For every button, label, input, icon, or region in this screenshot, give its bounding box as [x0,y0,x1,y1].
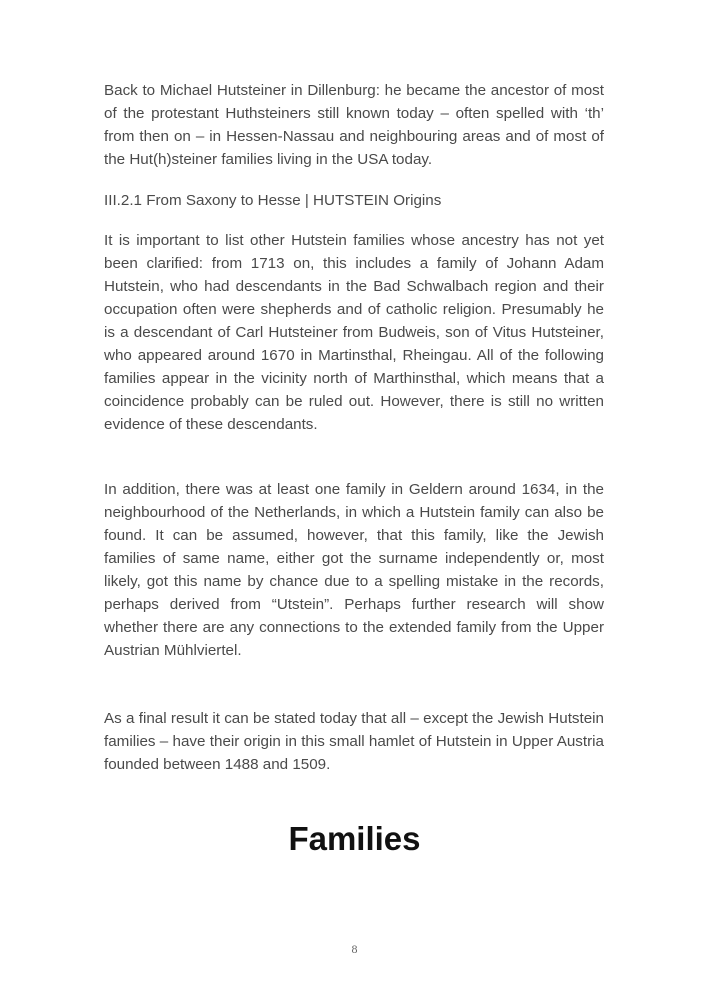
section-reference: III.2.1 From Saxony to Hesse | HUTSTEIN Origins [104,192,442,209]
page-number: 8 [351,942,358,956]
paragraph-final-result: As a final result it can be stated today that all – except the Jewish Hutstein families – have their origin in this small hamlet of Hutstein in Upper Austria founded between 1488 and 1509. [104,710,604,773]
paragraph-geldern: In addition, there was at least one family in Geldern around 1634, in the neighbourhood of the Netherlands, in which a Hutstein family can also be found. It can be assumed, however, that this family, like the Jewish families of same name, either got the surname independently or, most likely, got this name by chance due to a spelling mistake in the records, perhaps derived from “Utstein”. Perhaps further research will show whether there are any connections to the extended family from the Upper Austrian Mühlviertel. [104,481,604,659]
families-heading: Families [288,820,421,857]
paragraph-michael-hutsteiner: Back to Michael Hutsteiner in Dillenburg: he became the ancestor of most of the protestant Huthsteiners still known today – often spelled with ‘th’ from then on – in Hessen-Nassau and neighbouring areas and of most of the Hut(h)steiner families living in the USA today. [104,82,604,168]
paragraph-other-families: It is important to list other Hutstein families whose ancestry has not yet been clarified: from 1713 on, this includes a family of Johann Adam Hutstein, who had descendants in the Bad Schwalbach region and their occupation often were shepherds and of catholic religion. Presumably he is a descendant of Carl Hutsteiner from Budweis, son of Vitus Hutsteiner, who appeared around 1670 in Martinsthal, Rheingau. All of the following families appear in the vicinity north of Marthinsthal, which means that a coincidence probably can be ruled out. However, there is still no written evidence of these descendants. [104,232,604,433]
